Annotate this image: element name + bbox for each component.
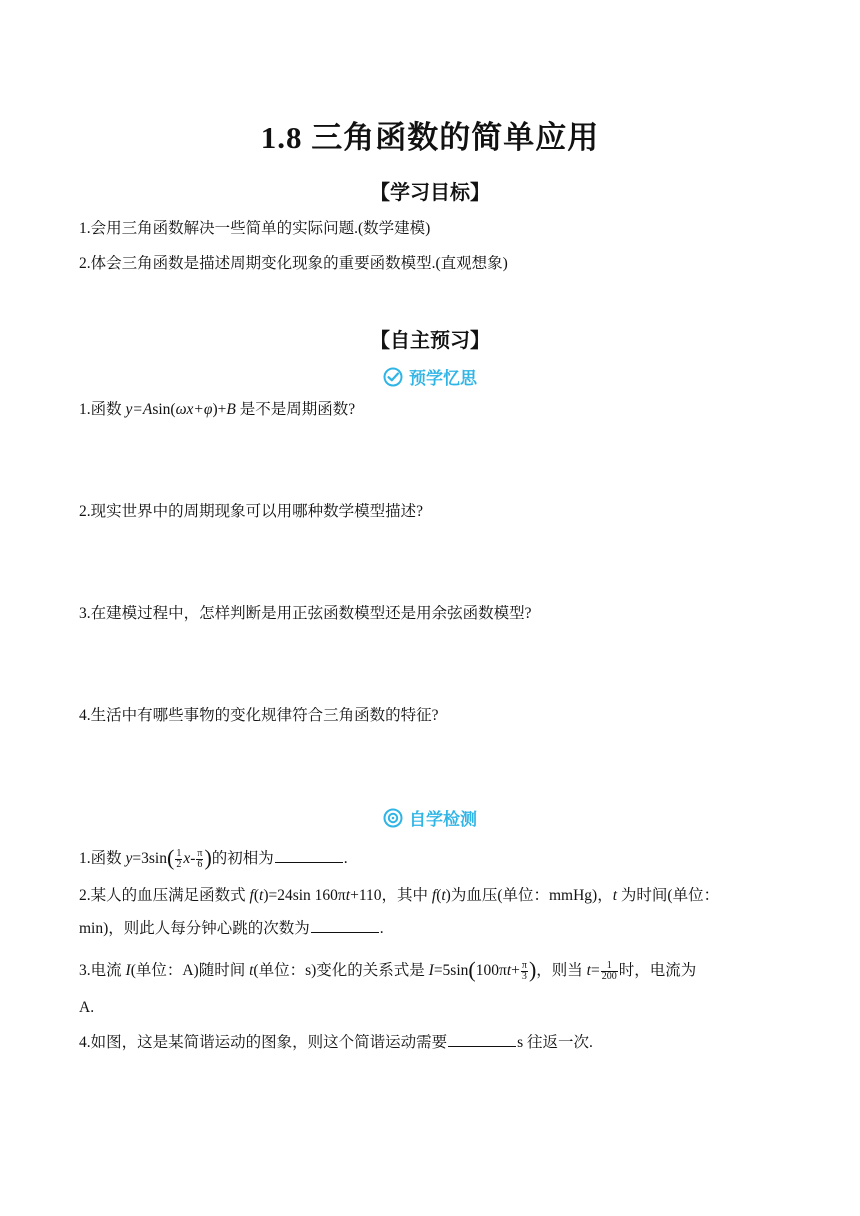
preview-question-4: 4.生活中有哪些事物的变化规律符合三角函数的特征? xyxy=(79,707,439,724)
preview-badge-label: 预学忆思 xyxy=(409,369,477,389)
fraction-one-half: $\frac{1}{2}$ xyxy=(176,847,182,870)
selftest-question-1: 1.函数 y=3sin( $\frac{1}{2}$ x- $\frac{\pi}{6}$ )的初相为 . xyxy=(79,845,348,870)
selftest-question-4: 4.如图，这是某简谐运动的图象，则这个简谐运动需要 s 往返一次. xyxy=(79,1034,593,1051)
preview-question-2: 2.现实世界中的周期现象可以用哪种数学模型描述? xyxy=(79,503,424,520)
answer-blank-4[interactable] xyxy=(448,1032,516,1047)
check-circle-icon xyxy=(383,367,403,392)
objectives-heading: 【学习目标】 xyxy=(370,180,490,204)
selftest-question-2-line1: 2.某人的血压满足函数式 f(t)=24sin 160πt+110，其中 f(t)为血压(单位：mmHg)，t 为时间(单位： xyxy=(79,887,720,904)
fraction-pi-third: $\frac{\pi}{3}$ xyxy=(521,959,527,982)
fraction-pi-sixth: $\frac{\pi}{6}$ xyxy=(197,847,203,870)
fraction-one-200: $\frac{1}{200}$ xyxy=(601,959,617,982)
target-icon xyxy=(383,808,403,833)
selftest-question-3-line1: 3.电流 I(单位：A)随时间 t(单位：s)变化的关系式是 I=5sin(100πt+ $\frac{\pi}{3}$ )，则当 t= $\frac{1}{200}$ 时，电流为 xyxy=(79,957,697,982)
objective-2: 2.体会三角函数是描述周期变化现象的重要函数模型.(直观想象) xyxy=(79,255,508,272)
preview-badge xyxy=(0,364,860,392)
selftest-badge xyxy=(0,805,860,833)
preview-question-1: 1.函数 y=Asin(ωx+φ)+B 是不是周期函数? xyxy=(79,401,356,418)
page-title: 1.8 三角函数的简单应用 xyxy=(260,120,600,155)
selftest-question-3-line2: A. xyxy=(79,999,95,1016)
answer-blank-2[interactable] xyxy=(311,918,379,933)
preview-heading: 【自主预习】 xyxy=(370,328,490,352)
selftest-question-2-line2: min)，则此人每分钟心跳的次数为 . xyxy=(79,920,384,937)
objective-1: 1.会用三角函数解决一些简单的实际问题.(数学建模) xyxy=(79,220,431,237)
selftest-badge-label: 自学检测 xyxy=(409,810,477,830)
preview-question-3: 3.在建模过程中，怎样判断是用正弦函数模型还是用余弦函数模型? xyxy=(79,605,532,622)
answer-blank-1[interactable] xyxy=(275,848,343,863)
